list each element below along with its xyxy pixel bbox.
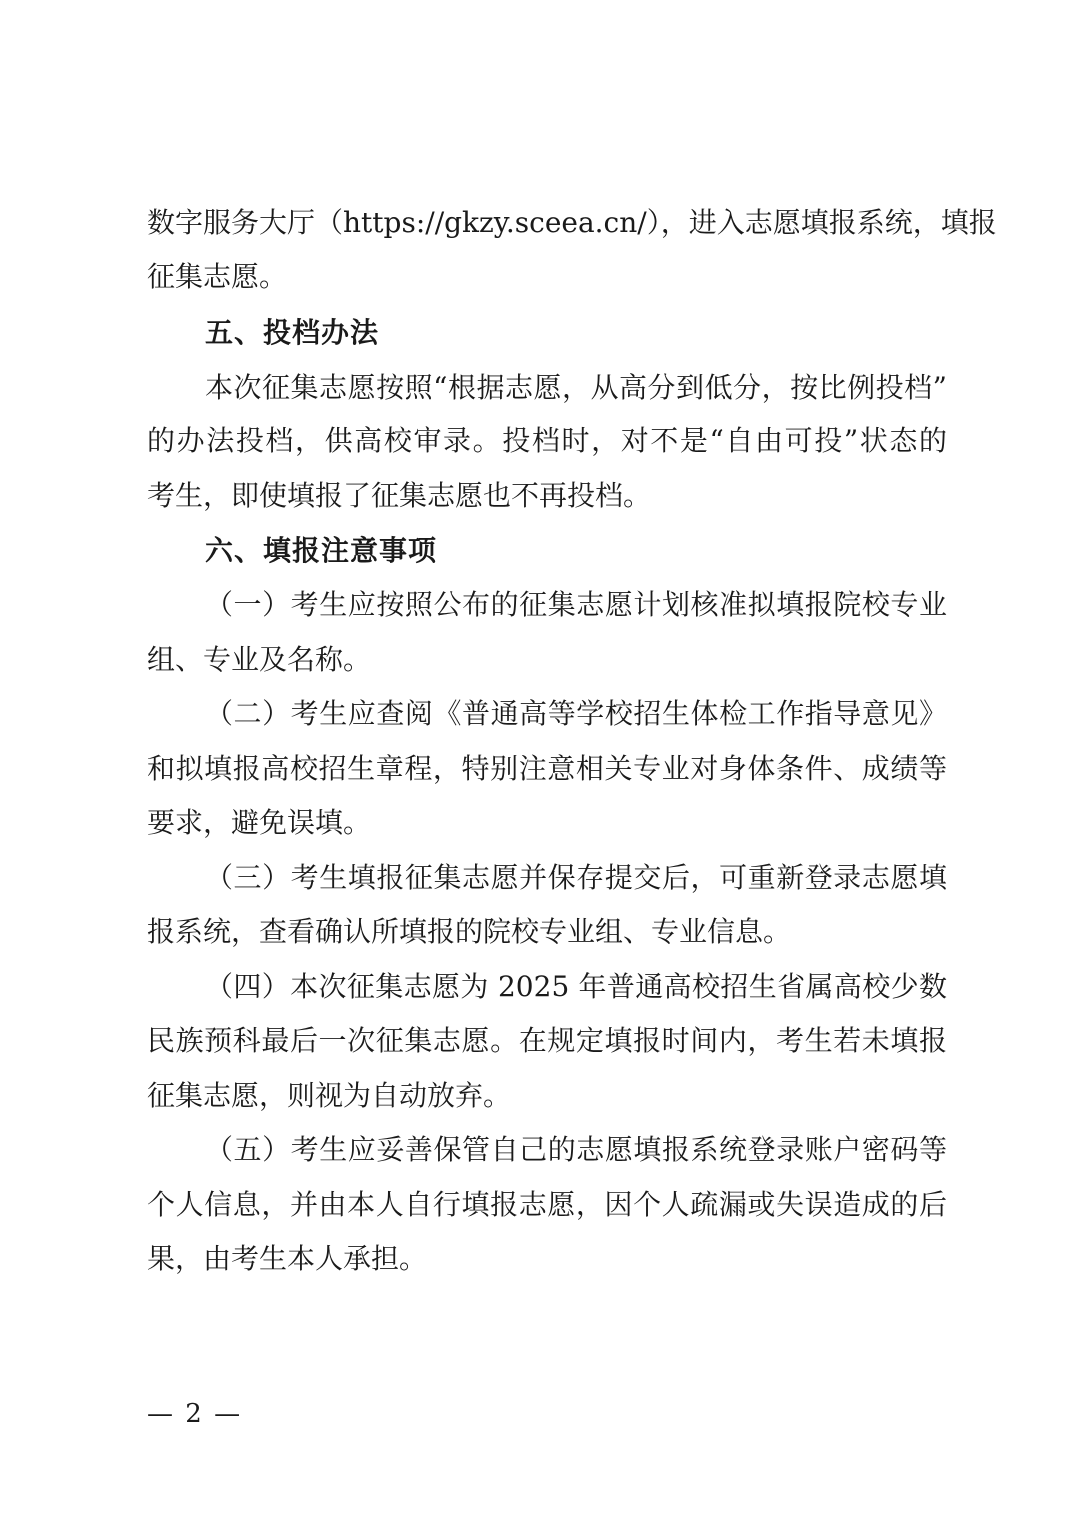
list-item-2-line: （二）考生应查阅《普通高等学校招生体检工作指导意见》: [205, 697, 947, 730]
paragraph-line: 的办法投档，供高校审录。投档时，对不是“自由可投”状态的: [147, 424, 947, 457]
section-heading-5: 五、投档办法: [205, 316, 380, 349]
list-item-4-line: 征集志愿，则视为自动放弃。: [147, 1079, 512, 1112]
list-item-1-line: （一）考生应按照公布的征集志愿计划核准拟填报院校专业: [205, 588, 947, 621]
list-item-5-line: 个人信息，并由本人自行填报志愿，因个人疏漏或失误造成的后: [147, 1188, 947, 1221]
list-item-5-line: 果，由考生本人承担。: [147, 1242, 428, 1275]
page-number: — 2 —: [147, 1399, 243, 1429]
list-item-4-line: 民族预科最后一次征集志愿。在规定填报时间内，考生若未填报: [147, 1024, 947, 1057]
paragraph-line: 征集志愿。: [147, 260, 288, 293]
list-item-3-line: （三）考生填报征集志愿并保存提交后，可重新登录志愿填: [205, 861, 947, 894]
list-item-2-line: 和拟填报高校招生章程，特别注意相关专业对身体条件、成绩等: [147, 752, 947, 785]
list-item-5-line: （五）考生应妥善保管自己的志愿填报系统登录账户密码等: [205, 1133, 947, 1166]
list-item-3-line: 报系统，查看确认所填报的院校专业组、专业信息。: [147, 915, 792, 948]
list-item-1-line: 组、专业及名称。: [147, 643, 372, 676]
section-heading-6: 六、填报注意事项: [205, 534, 438, 567]
paragraph-line: 本次征集志愿按照“根据志愿，从高分到低分，按比例投档”: [205, 371, 947, 404]
list-item-2-line: 要求，避免误填。: [147, 806, 372, 839]
list-item-4-line: （四）本次征集志愿为 2025 年普通高校招生省属高校少数: [205, 970, 947, 1003]
paragraph-line: 考生，即使填报了征集志愿也不再投档。: [147, 479, 652, 512]
paragraph-line: 数字服务大厅（https://gkzy.sceea.cn/），进入志愿填报系统，填报: [147, 206, 997, 239]
